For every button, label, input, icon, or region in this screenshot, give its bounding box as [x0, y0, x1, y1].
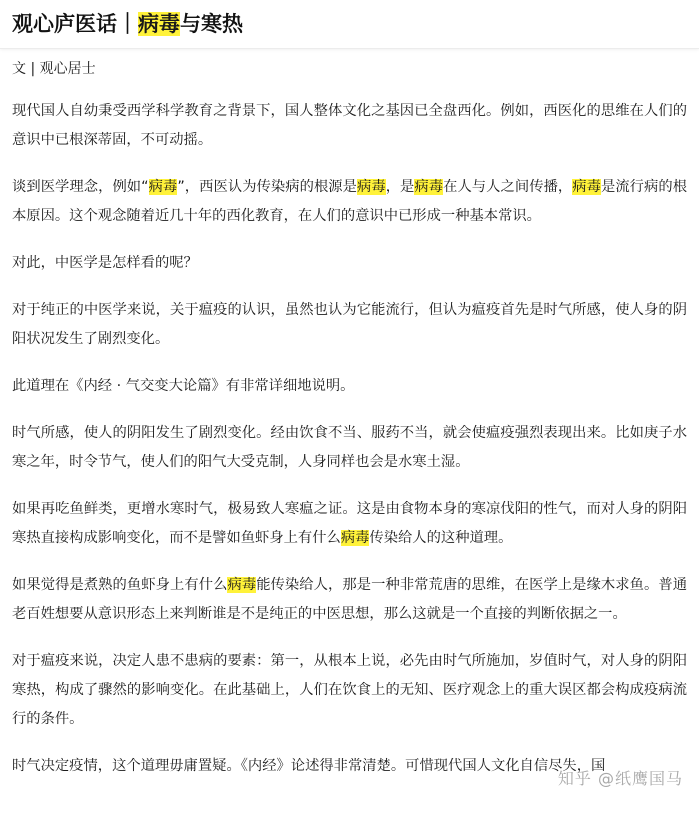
article-paragraph [12, 647, 687, 734]
paragraph-text: 对于瘟疫来说，决定人患不患病的要素：第一，从根本上说，必先由时气所施加，岁值时气，对人身的阴阳寒热，构成了骤然的影响变化。在此基础上，人们在饮食上的无知、医疗观念上的重大误区都会构成疫病流行的条件。 [12, 653, 687, 727]
article-paragraph [12, 296, 687, 354]
paragraph-text: 在人与人之间传播， [443, 179, 573, 195]
paragraph-text: 能传染给人，那是一种非常荒唐的思维，在医学上是缘木求鱼。普通老百姓想要从意识形态上来判断谁是不是纯正的中医思想，那么这就是一个直接的判断依据之一。 [12, 577, 688, 622]
article-paragraph [12, 249, 687, 278]
highlighted-keyword: 病毒 [414, 179, 444, 195]
paragraph-text: ，是 [385, 179, 415, 195]
article-header [0, 0, 699, 49]
paragraph-text: 此道理在《内经 · 气交变大论篇》有非常详细地说明。 [12, 378, 355, 394]
article-paragraph [12, 571, 687, 629]
paragraph-text: 传染给人的这种道理。 [369, 530, 513, 546]
title-highlight-keyword: 病毒 [138, 12, 180, 36]
paragraph-text: 谈到医学理念，例如“ [12, 179, 149, 195]
paragraph-text: 如果觉得是煮熟的鱼虾身上有什么 [12, 577, 228, 593]
article-paragraph [12, 372, 687, 401]
title-part-prefix: 观心庐医话｜ [12, 12, 138, 36]
paragraph-text: 时气决定疫情，这个道理毋庸置疑。《内经》论述得非常清楚。可惜现代国人文化自信尽失，国 [12, 758, 606, 774]
highlighted-keyword: 病毒 [340, 530, 370, 546]
article-byline: 文 | 观心居士 [12, 61, 96, 77]
highlighted-keyword: 病毒 [357, 179, 386, 195]
article-paragraph [12, 173, 687, 231]
highlighted-keyword: 病毒 [227, 577, 257, 593]
paragraph-text: 对于纯正的中医学来说，关于瘟疫的认识，虽然也认为它能流行，但认为瘟疫首先是时气所感，使人身的阴阳状况发生了剧烈变化。 [12, 302, 687, 347]
article-paragraph [12, 97, 687, 155]
highlighted-keyword: 病毒 [148, 179, 178, 195]
article-title [0, 0, 699, 40]
article-paragraph [12, 419, 687, 477]
article-paragraph [12, 495, 687, 553]
paragraph-text: 现代国人自幼秉受西学科学教育之背景下，国人整体文化之基因已全盘西化。例如，西医化的思维在人们的意识中已根深蒂固，不可动摇。 [12, 103, 687, 148]
paragraph-text: 时气所感，使人的阴阳发生了剧烈变化。经由饮食不当、服药不当，就会使瘟疫强烈表现出来。比如庚子水寒之年，时令节气，使人们的阳气大受克制，人身同样也会是水寒土湿。 [12, 425, 687, 470]
title-part-suffix: 与寒热 [180, 12, 243, 36]
paragraph-text: 如果再吃鱼鲜类，更增水寒时气，极易致人寒瘟之证。这是由食物本身的寒凉伐阳的性气，而对人身的阴阳寒热直接构成影响变化，而不是譬如鱼虾身上有什么 [12, 501, 687, 546]
paragraph-text: 是流行病的根本原因。这个观念随着近几十年的西化教育，在人们的意识中已形成一种基本常识。 [12, 179, 688, 224]
paragraph-text: ”，西医认为传染病的根源是 [177, 179, 357, 195]
zhihu-watermark: 知乎 @纸鹰国马 [557, 769, 683, 788]
paragraph-text: 对此，中医学是怎样看的呢？ [12, 255, 198, 271]
highlighted-keyword: 病毒 [572, 179, 601, 195]
article-body [0, 59, 699, 781]
